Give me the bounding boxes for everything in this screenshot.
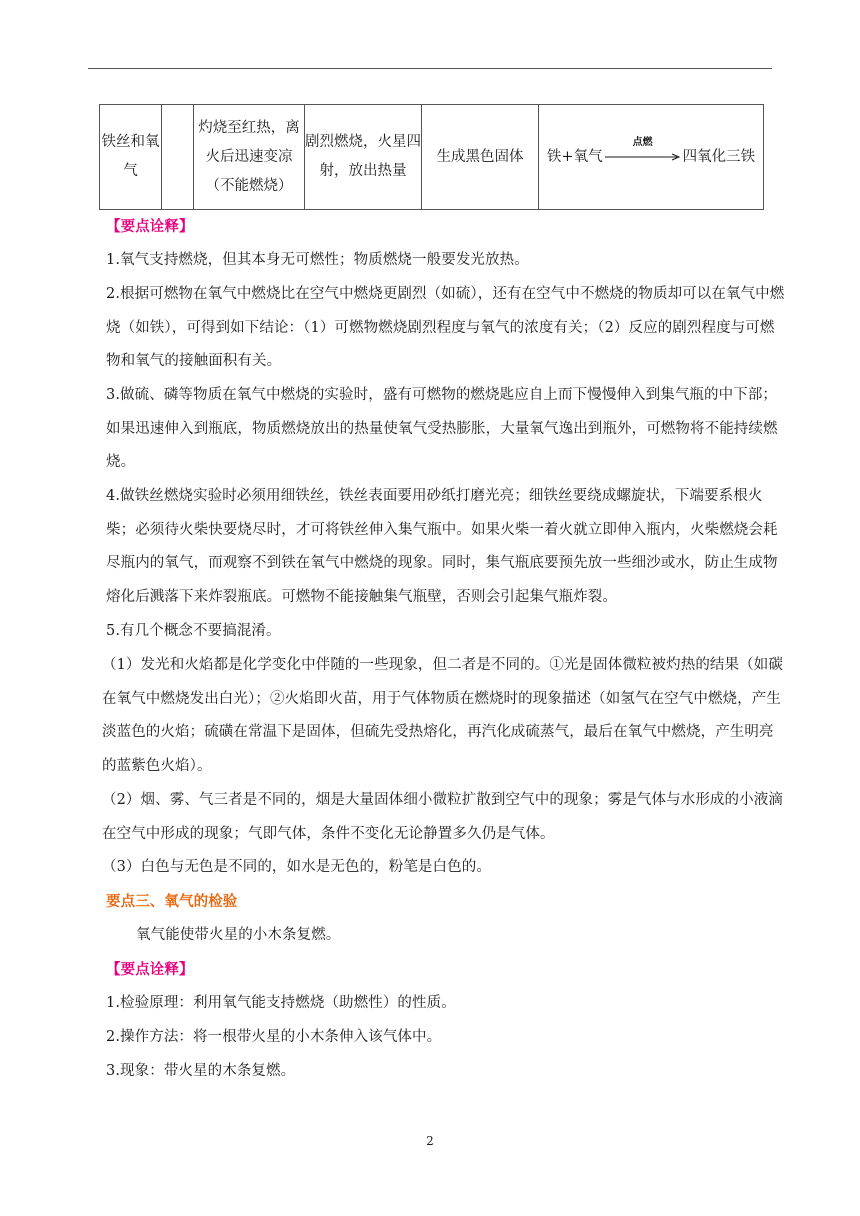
detection-method: 2.操作方法：将一根带火星的小木条伸入该气体中。 bbox=[106, 1029, 442, 1045]
point-1: 1.氧气支持燃烧，但其本身无可燃性；物质燃烧一般要发光放热。 bbox=[106, 252, 529, 268]
detection-phenomenon: 3.现象：带火星的木条复燃。 bbox=[106, 1063, 296, 1079]
detection-principle: 1.检验原理：利用氧气能支持燃烧（助燃性）的性质。 bbox=[106, 995, 456, 1011]
point-2: 2.根据可燃物在氧气中燃烧比在空气中燃烧更剧烈（如硫），还有在空气中不燃烧的物质却可以在氧气中燃烧（如铁），可得到如下结论：（1）可燃物燃烧剧烈程度与氧气的浓度有关；（2）反应的剧烈程度与可燃物和氧气的接触面积有关。 bbox=[106, 286, 785, 369]
key-points-heading: 【要点诠释】 bbox=[106, 218, 194, 235]
reaction-arrow bbox=[605, 137, 681, 163]
header-rule bbox=[88, 68, 772, 69]
reaction-table bbox=[99, 104, 764, 210]
section-intro: 氧气能使带火星的小木条复燃。 bbox=[136, 927, 341, 943]
page-number: 2 bbox=[426, 1134, 434, 1148]
point-3: 3.做硫、磷等物质在氧气中燃烧的实验时，盛有可燃物的燃烧匙应自上而下慢慢伸入到集气瓶的中下部；如果迅速伸入到瓶底，物质燃烧放出的热量使氧气受热膨胀，大量氧气逸出到瓶外，可燃物将不能持续燃烧。 bbox=[106, 387, 778, 470]
equation-reactants: 铁+氧气 bbox=[546, 148, 603, 165]
table-row bbox=[100, 105, 764, 210]
product-cell: 生成黑色固体 bbox=[422, 105, 539, 210]
section-heading: 要点三、氧气的检验 bbox=[106, 893, 238, 910]
point-4: 4.做铁丝燃烧实验时必须用细铁丝，铁丝表面要用砂纸打磨光亮；细铁丝要绕成螺旋状，下端要系根火柴；必须待火柴快要烧尽时，才可将铁丝伸入集气瓶中。如果火柴一着火就立即伸入瓶内，火柴燃烧会耗尽瓶内的氧气，而观察不到铁在氧气中燃烧的现象。同时，集气瓶底要预先放一些细沙或水，防止生成物熔化后溅落下来炸裂瓶底。可燃物不能接触集气瓶壁，否则会引起集气瓶炸裂。 bbox=[106, 488, 778, 605]
substance-cell: 铁丝和氧气 bbox=[100, 105, 162, 210]
reaction-condition: 点燃 bbox=[632, 137, 653, 148]
arrow-icon bbox=[605, 153, 681, 161]
point-5-sub-2: （2）烟、雾、气三者是不同的，烟是大量固体细小微粒扩散到空气中的现象；雾是气体与水形成的小液滴在空气中形成的现象；气即气体，条件不变化无论静置多久仍是气体。 bbox=[102, 792, 783, 842]
equation-cell bbox=[539, 105, 764, 210]
key-points-heading-2: 【要点诠释】 bbox=[106, 961, 194, 978]
air-phenomenon-cell: 灼烧至红热，离火后迅速变凉（不能燃烧） bbox=[194, 105, 305, 210]
point-5: 5.有几个概念不要搞混淆。 bbox=[106, 623, 281, 639]
point-5-sub-3: （3）白色与无色是不同的，如水是无色的，粉笔是白色的。 bbox=[102, 859, 491, 875]
point-5-sub-1: （1）发光和火焰都是化学变化中伴随的一些现象，但二者是不同的。①光是固体微粒被灼热的结果（如碳在氧气中燃烧发出白光）；②火焰即火苗，用于气体物质在燃烧时的现象描述（如氢气在空气中燃烧，产生淡蓝色的火焰；硫磺在常温下是固体，但硫先受热熔化，再汽化成硫蒸气，最后在氧气中燃烧，产生明亮的蓝紫色火焰）。 bbox=[102, 657, 783, 774]
empty-cell bbox=[162, 105, 194, 210]
equation-product: 四氧化三铁 bbox=[682, 148, 756, 165]
oxygen-phenomenon-cell: 剧烈燃烧，火星四射，放出热量 bbox=[305, 105, 422, 210]
word-equation bbox=[546, 137, 756, 172]
